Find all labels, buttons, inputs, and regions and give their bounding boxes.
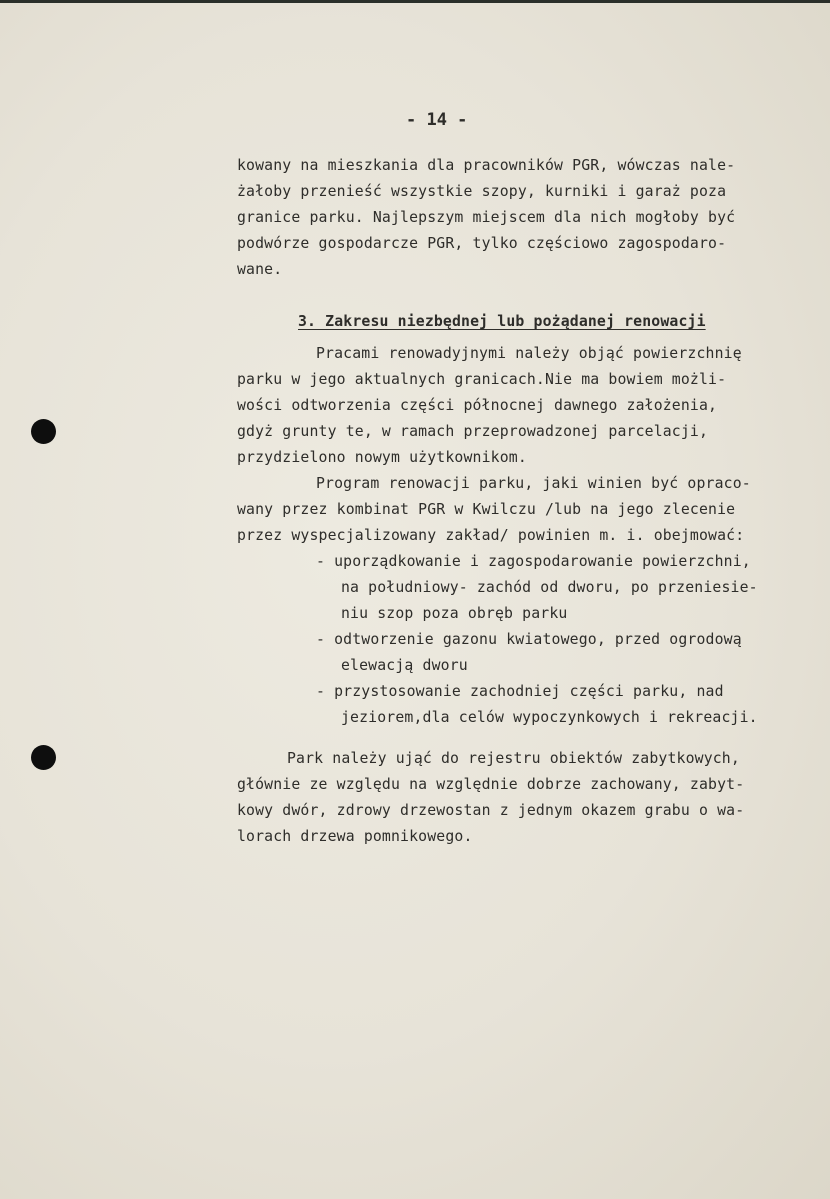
scan-top-edge bbox=[0, 0, 830, 3]
text-line: wości odtworzenia części północnej dawnego założenia, bbox=[237, 397, 718, 414]
text-line: żałoby przenieść wszystkie szopy, kurniki i garaż poza bbox=[237, 183, 727, 200]
text-line: wane. bbox=[237, 261, 283, 278]
section-heading: 3. Zakresu niezbędnej lub pożądanej renowacji bbox=[298, 313, 706, 330]
text-line: podwórze gospodarcze PGR, tylko częściowo zagospodaro- bbox=[237, 235, 727, 252]
text-line: parku w jego aktualnych granicach.Nie ma bowiem możli- bbox=[237, 371, 727, 388]
text-line: kowy dwór, zdrowy drzewostan z jednym okazem grabu o wa- bbox=[237, 802, 745, 819]
list-item: - przystosowanie zachodniej części parku, nad bbox=[316, 683, 724, 700]
text-line: Park należy ująć do rejestru obiektów zabytkowych, bbox=[287, 750, 740, 767]
text-line: wany przez kombinat PGR w Kwilczu /lub na jego zlecenie bbox=[237, 501, 736, 518]
list-item-continuation: niu szop poza obręb parku bbox=[341, 605, 568, 622]
text-line: głównie ze względu na względnie dobrze zachowany, zabyt- bbox=[237, 776, 745, 793]
text-line: granice parku. Najlepszym miejscem dla nich mogłoby być bbox=[237, 209, 736, 226]
text-line: Pracami renowadyjnymi należy objąć powierzchnię bbox=[316, 345, 742, 362]
text-line: przydzielono nowym użytkownikom. bbox=[237, 449, 527, 466]
punch-hole bbox=[31, 745, 56, 770]
text-line: gdyż grunty te, w ramach przeprowadzonej parcelacji, bbox=[237, 423, 709, 440]
page-number: - 14 - bbox=[406, 110, 468, 130]
text-line: kowany na mieszkania dla pracowników PGR, wówczas nale- bbox=[237, 157, 736, 174]
punch-hole bbox=[31, 419, 56, 444]
text-line: Program renowacji parku, jaki winien być opraco- bbox=[316, 475, 751, 492]
list-item: - uporządkowanie i zagospodarowanie powierzchni, bbox=[316, 553, 751, 570]
list-item-continuation: jeziorem,dla celów wypoczynkowych i rekreacji. bbox=[341, 709, 758, 726]
text-line: lorach drzewa pomnikowego. bbox=[237, 828, 473, 845]
text-line: przez wyspecjalizowany zakład/ powinien m. i. obejmować: bbox=[237, 527, 745, 544]
list-item: - odtworzenie gazonu kwiatowego, przed ogrodową bbox=[316, 631, 742, 648]
list-item-continuation: elewacją dworu bbox=[341, 657, 468, 674]
list-item-continuation: na południowy- zachód od dworu, po przeniesie- bbox=[341, 579, 758, 596]
